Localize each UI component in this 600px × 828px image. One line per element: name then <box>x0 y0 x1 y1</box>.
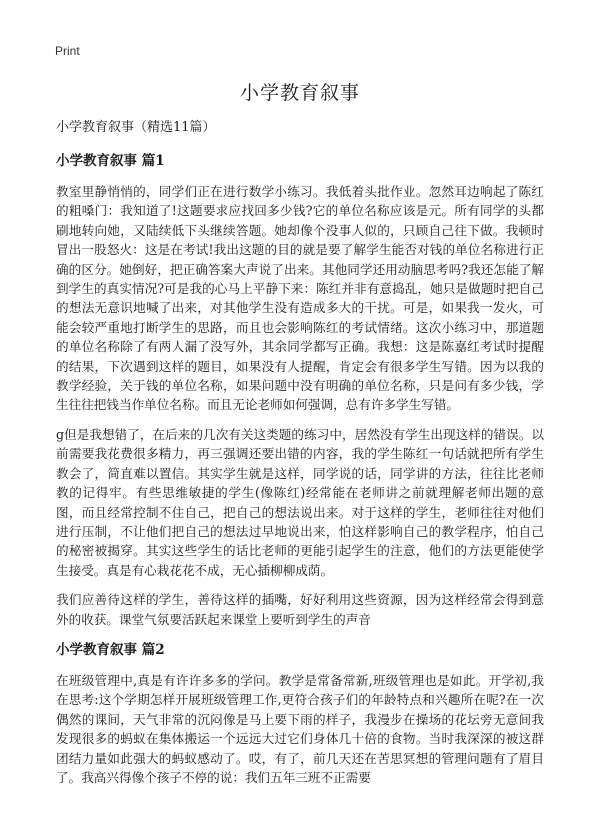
paragraph: 我们应善待这样的学生，善待这样的插嘴，好好利用这些资源，因为这样经常会得到意外的收获。课堂气氛要活跃起来课堂上要听到学生的声音 <box>56 592 544 627</box>
paragraph: g但是我想错了，在后来的几次有关这类题的练习中，居然没有学生出现这样的错误。以前需要我花费很多精力，再三强调还要出错的内容，我的学生陈红一句话就把所有学生教会了，简直难以置信。其实学生就是这样，同学说的话，同学讲的方法，往往比老师教的记得牢。有些思维敏捷的学生(像陈红)经常能在老师讲之前就理解老师出题的意图，而且经常控制不住自己，把自己的想法说出来。对于这样的学生，老师往往对他们进行压制，不让他们把自己的想法过早地说出来，怕这样影响自己的教学程序，怕自己的秘密被揭穿。其实这些学生的话比老师的更能引起学生的注意，他们的方法更能使学生接受。真是有心栽花花不成，无心插柳柳成荫。 <box>56 426 544 578</box>
section-heading: 小学教育叙事 篇2 <box>56 641 165 658</box>
section-1 <box>56 150 544 629</box>
section-2 <box>56 639 544 787</box>
paragraph: 在班级管理中,真是有许许多多的学问。教学是常备常新,班级管理也是如此。开学初,我在思考:这个学期怎样开展班级管理工作,更符合孩子们的年龄特点和兴趣所在呢?在一次偶然的课间，天气非常的沉闷像是马上要下雨的样子，我漫步在操场的花坛旁无意间我发现很多的蚂蚁在集体搬运一个远远大过它们身体几十倍的食物。当时我深深的被这群团结力量如此强大的蚂蚁感动了。哎，有了，前几天还在苦思冥想的管理问题有了眉目了。我高兴得像个孩子不停的说：我们五年三班不正需要 <box>56 672 544 785</box>
page-title: 小学教育叙事 <box>239 82 360 104</box>
print-link[interactable]: Print <box>55 44 80 58</box>
article-body <box>56 118 544 797</box>
article-subtitle: 小学教育叙事（精选11篇） <box>56 120 216 135</box>
paragraph: 教室里静悄悄的，同学们正在进行数学小练习。我低着头批作业。忽然耳边响起了陈红的粗嗓门：我知道了!这题要求应找回多少钱?它的单位名称应该是元。所有同学的头都刷地转向她，又陆续低下头继续答题。她却像个没事人似的，只顾自己往下做。我顿时冒出一股怒火：这是在考试!我出这题的目的就是要了解学生能否对钱的单位名称进行正确的区分。她倒好，把正确答案大声说了出来。其他同学还用动脑思考吗?我还怎能了解到学生的真实情况?可是我的心马上平静下来：陈红并非有意捣乱，她只是做题时把自己的想法无意识地喊了出来，对其他学生没有造成多大的干扰。可是，如果我一发火，可能会较严重地打断学生的思路，而且也会影响陈红的考试情绪。这次小练习中，那道题的单位名称除了有两人漏了没写外，其余同学都写正确。我想：这是陈嘉红考试时提醒的结果，下次遇到这样的题目，如果没有人提醒，肯定会有很多学生写错。因为以我的教学经验，关于钱的单位名称，如果问题中没有明确的单位名称，只是问有多少钱，学生往往把钱当作单位名称。而且无论老师如何强调，总有许多学生写错。 <box>56 184 544 413</box>
section-heading: 小学教育叙事 篇1 <box>56 153 165 169</box>
